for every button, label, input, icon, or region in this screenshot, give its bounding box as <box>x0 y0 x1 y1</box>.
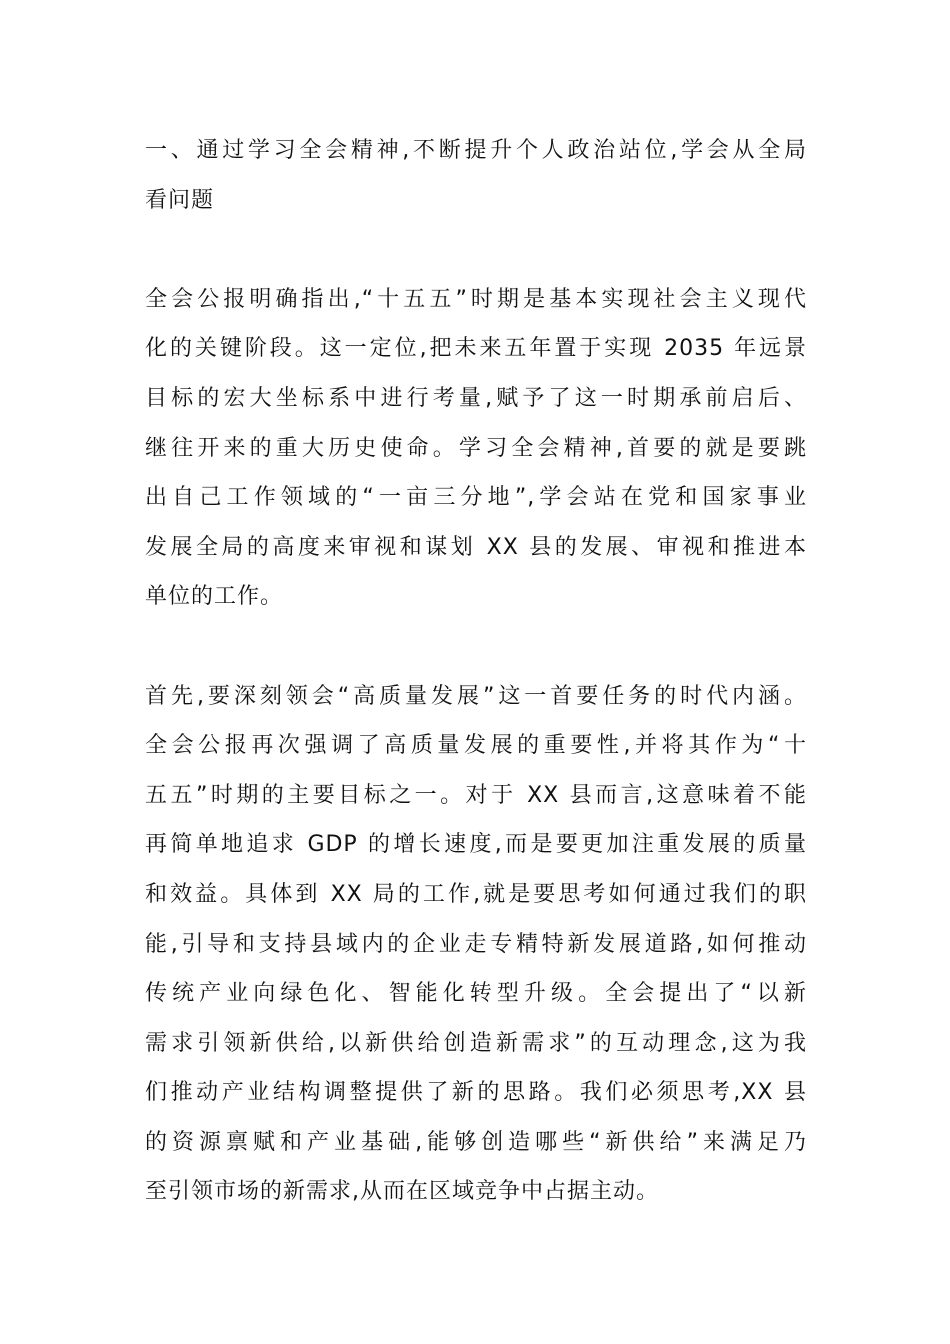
document-page <box>145 126 807 1267</box>
text-line: 出自己工作领域的“一亩三分地”,学会站在党和国家事业 <box>145 485 807 511</box>
text-line: 需求引领新供给,以新供给创造新需求”的互动理念,这为我 <box>145 1030 807 1056</box>
text-line: 至引领市场的新需求,从而在区域竞争中占据主动。 <box>145 1179 659 1205</box>
text-line: 全会公报明确指出,“十五五”时期是基本实现社会主义现代 <box>145 286 807 312</box>
text-line: 化的关键阶段。这一定位,把未来五年置于实现 2035 年远景 <box>145 336 807 362</box>
text-line: 一、通过学习全会精神,不断提升个人政治站位,学会从全局 <box>145 138 807 163</box>
text-line: 的资源禀赋和产业基础,能够创造哪些“新供给”来满足乃 <box>145 1129 807 1155</box>
text-line: 能,引导和支持县域内的企业走专精特新发展道路,如何推动 <box>145 931 807 957</box>
text-line: 们推动产业结构调整提供了新的思路。我们必须思考,XX 县 <box>145 1080 807 1106</box>
paragraph <box>145 275 807 622</box>
text-line: 全会公报再次强调了高质量发展的重要性,并将其作为“十 <box>145 733 807 759</box>
text-line: 发展全局的高度来审视和谋划 XX 县的发展、审视和推进本 <box>145 534 807 560</box>
text-line: 继往开来的重大历史使命。学习全会精神,首要的就是要跳 <box>145 435 807 461</box>
text-line: 再简单地追求 GDP 的增长速度,而是要更加注重发展的质量 <box>145 832 807 858</box>
text-line: 传统产业向绿色化、智能化转型升级。全会提出了“以新 <box>145 981 807 1007</box>
text-line: 首先,要深刻领会“高质量发展”这一首要任务的时代内涵。 <box>145 683 807 709</box>
text-line: 和效益。具体到 XX 局的工作,就是要思考如何通过我们的职 <box>145 881 807 907</box>
text-line: 单位的工作。 <box>145 584 284 610</box>
text-line: 看问题 <box>145 187 215 213</box>
text-line: 五五”时期的主要目标之一。对于 XX 县而言,这意味着不能 <box>145 782 807 808</box>
paragraph <box>145 672 807 1218</box>
text-line: 目标的宏大坐标系中进行考量,赋予了这一时期承前启后、 <box>145 385 807 411</box>
section-heading <box>145 126 807 225</box>
